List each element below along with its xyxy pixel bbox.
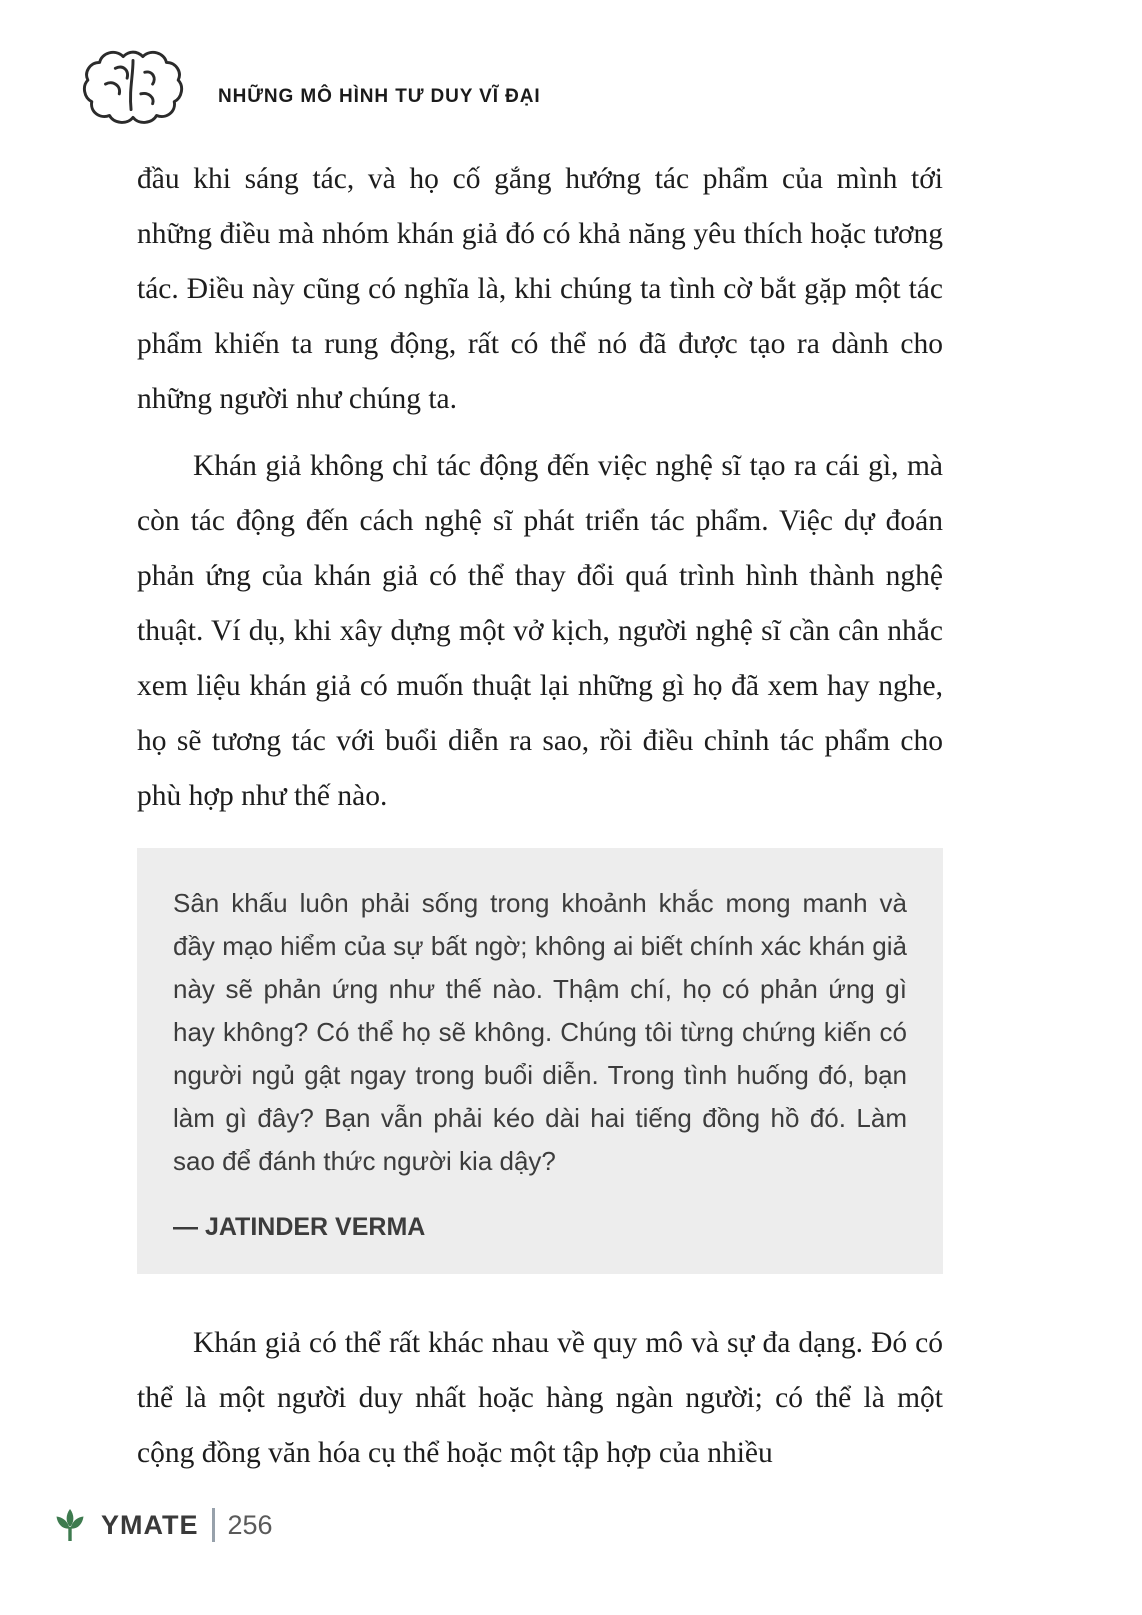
body-paragraph: Khán giả có thể rất khác nhau về quy mô và sự đa dạng. Đó có thể là một người duy nhất hoặc hàng ngàn người; có thể là một cộng đồng văn hóa cụ thể hoặc một tập hợp của nhiều	[137, 1327, 943, 1469]
brain-icon	[80, 44, 188, 128]
page-header	[80, 44, 541, 128]
quote-attribution: — JATINDER VERMA	[173, 1213, 426, 1241]
body-paragraph: đầu khi sáng tác, và họ cố gắng hướng tác phẩm của mình tới những điều mà nhóm khán giả đó có khả năng yêu thích hoặc tương tác. Điều này cũng có nghĩa là, khi chúng ta tình cờ bắt gặp một tác phẩm khiến ta rung động, rất có thể nó đã được tạo ra dành cho những người như chúng ta.	[137, 163, 943, 415]
footer-divider	[212, 1508, 215, 1542]
quote-text: Sân khấu luôn phải sống trong khoảnh khắc mong manh và đầy mạo hiểm của sự bất ngờ; không ai biết chính xác khán giả này sẽ phản ứng như thế nào. Thậm chí, họ có phản ứng gì hay không? Có thể họ sẽ không. Chúng tôi từng chứng kiến có người ngủ gật ngay trong buổi diễn. Trong tình huống đó, bạn làm gì đây? Bạn vẫn phải kéo dài hai tiếng đồng hồ đó. Làm sao để đánh thức người kia dậy?	[173, 888, 907, 1176]
publisher-name: YMATE	[101, 1509, 199, 1540]
book-title: NHỮNG MÔ HÌNH TƯ DUY VĨ ĐẠI	[218, 86, 541, 107]
ymate-logo-icon	[52, 1507, 88, 1543]
page-content	[137, 152, 943, 1493]
page-footer	[52, 1507, 273, 1543]
quote-block	[137, 848, 943, 1274]
body-paragraph: Khán giả không chỉ tác động đến việc nghệ sĩ tạo ra cái gì, mà còn tác động đến cách nghệ sĩ phát triển tác phẩm. Việc dự đoán phản ứng của khán giả có thể thay đổi quá trình hình thành nghệ thuật. Ví dụ, khi xây dựng một vở kịch, người nghệ sĩ cần cân nhắc xem liệu khán giả có muốn thuật lại những gì họ đã xem hay nghe, họ sẽ tương tác với buổi diễn ra sao, rồi điều chỉnh tác phẩm cho phù hợp như thế nào.	[137, 450, 943, 812]
page-number: 256	[227, 1509, 273, 1540]
